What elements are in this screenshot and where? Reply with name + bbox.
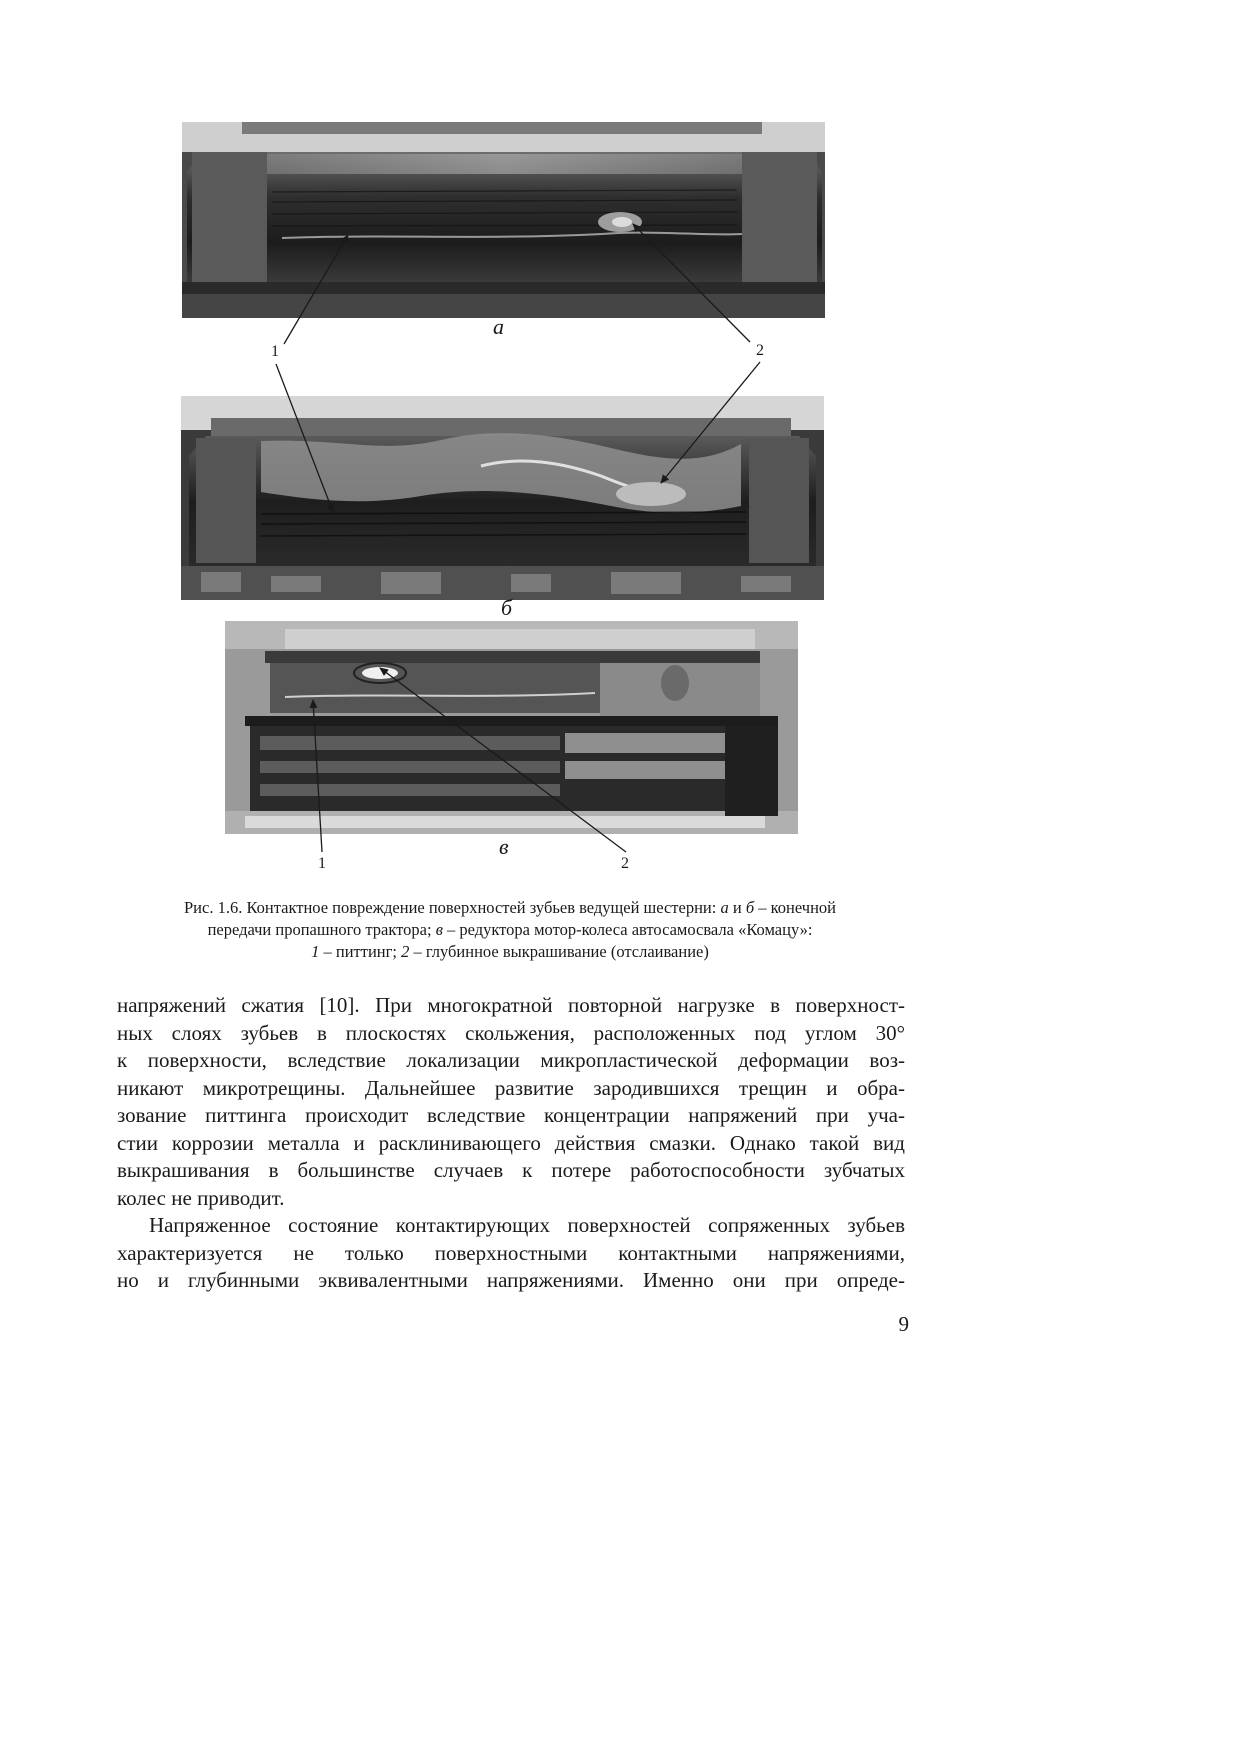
panel-b-label: б — [501, 595, 513, 620]
body-line: зование питтинга происходит вследствие концентрации напряжений при уча- — [117, 1103, 905, 1127]
body-line: никают микротрещины. Дальнейшее развитие зародившихся трещин и обра- — [117, 1075, 905, 1100]
body-line: стии коррозии металла и расклинивающего действия смазки. Однако такой вид — [117, 1130, 905, 1155]
body-line: ных слоях зубьев в плоскостях скольжения, расположенных под углом 30° — [117, 1020, 905, 1045]
panel-a-label: а — [493, 314, 504, 339]
marker-2-bottom: 2 — [621, 855, 629, 872]
body-line: Напряженное состояние контактирующих поверхностей сопряженных зубьев — [149, 1213, 905, 1237]
body-line: характеризуется не только поверхностными контактными напряжениями, — [117, 1240, 905, 1265]
marker-1-top: 1 — [271, 343, 279, 360]
body-line: колес не приводит. — [117, 1185, 285, 1210]
marker-2-top: 2 — [756, 342, 764, 359]
body-line: но и глубинными эквивалентными напряжениями. Именно они при опреде- — [117, 1268, 905, 1292]
caption-line-1: Рис. 1.6. Контактное повреждение поверхностей зубьев ведущей шестерни: а и б – конечной — [183, 898, 837, 917]
body-line: выкрашивания в большинстве случаев к потере работоспособности зубчатых — [117, 1158, 905, 1182]
marker-1-bottom: 1 — [318, 855, 326, 872]
caption-line-3: 1 – питтинг; 2 – глубинное выкрашивание (отслаивание) — [311, 942, 709, 961]
body-text — [117, 992, 905, 1295]
caption-line-2: передачи пропашного трактора; в – редуктора мотор-колеса автосамосвала «Комацу»: — [207, 920, 813, 939]
body-line: напряжений сжатия [10]. При многократной повторной нагрузке в поверхност- — [117, 993, 905, 1017]
page-number: 9 — [898, 1312, 909, 1336]
figure-caption — [110, 897, 910, 963]
panel-c-label: в — [499, 834, 509, 859]
body-line: к поверхности, вследствие локализации микропластической деформации воз- — [117, 1048, 905, 1072]
